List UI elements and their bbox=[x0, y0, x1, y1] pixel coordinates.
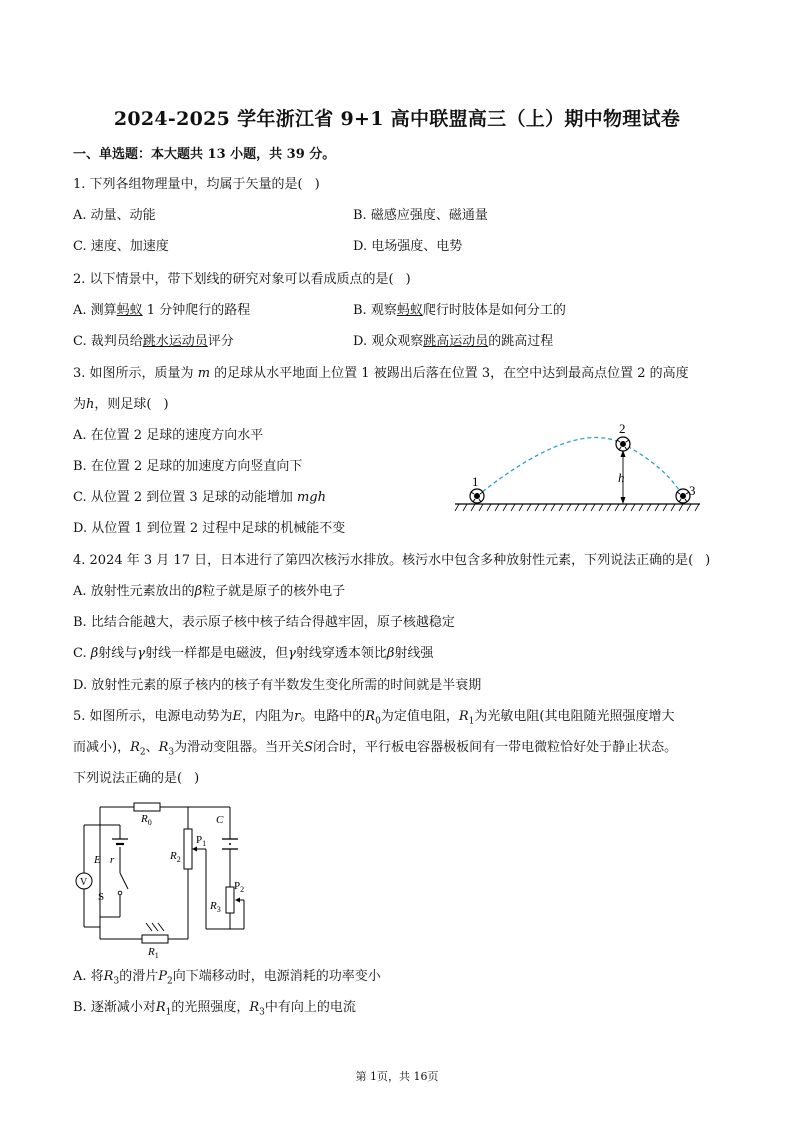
resistor-r0 bbox=[134, 803, 160, 811]
svg-text:C: C bbox=[216, 814, 224, 826]
question-2-stem: 2. 以下情景中，带下划线的研究对象可以看成质点的是( ) bbox=[73, 272, 411, 287]
svg-text:R2: $R_2$ bbox=[170, 850, 181, 864]
svg-text:P2: $P_2$ bbox=[234, 880, 245, 894]
question-3-stem-line2: 为h，则足球( ) bbox=[73, 397, 169, 412]
question-4-stem: 4. 2024 年 3 月 17 日，日本进行了第四次核污水排放。核污水中包含多种放射性元素，下列说法正确的是( ) bbox=[73, 553, 711, 568]
switch bbox=[120, 873, 128, 889]
q4-option-a: A. 放射性元素放出的β粒子就是原子的核外电子 bbox=[73, 584, 346, 599]
q5-option-b: B. 逐渐减小对$R_1$的光照强度，$R_3$中有向上的电流 bbox=[73, 1000, 356, 1018]
svg-text:V: V bbox=[80, 877, 88, 888]
svg-text:P1: $P_1$ bbox=[196, 834, 207, 848]
football-1-icon bbox=[470, 489, 484, 503]
q2-option-a: A. 测算蚂蚁 1 分钟爬行的路程 bbox=[73, 303, 251, 318]
question-1-stem: 1. 下列各组物理量中，均属于矢量的是( ) bbox=[73, 177, 320, 192]
fig-label-1: 1 bbox=[472, 474, 479, 489]
resistor-r3 bbox=[226, 887, 234, 913]
resistor-r2 bbox=[184, 829, 192, 869]
svg-text:E: E bbox=[94, 854, 101, 866]
trajectory-curve bbox=[477, 438, 683, 497]
q4-option-d: D. 放射性元素的原子核内的核子有半数发生变化所需的时间就是半衰期 bbox=[73, 678, 482, 693]
fig-label-h: h bbox=[618, 470, 625, 485]
section-heading: 一、单选题：本大题共 13 小题，共 39 分。 bbox=[73, 147, 336, 162]
q3-option-c: C. 从位置 2 到位置 3 足球的动能增加 mgh bbox=[73, 490, 326, 505]
q4-option-b: B. 比结合能越大，表示原子核中核子结合得越牢固，原子核越稳定 bbox=[73, 615, 455, 630]
question-5-stem-line3: 下列说法正确的是( ) bbox=[73, 771, 200, 786]
q2-option-c: C. 裁判员给跳水运动员评分 bbox=[73, 334, 234, 349]
q1-option-b: B. 磁感应强度、磁通量 bbox=[353, 208, 488, 223]
q4-option-c: C. β射线与γ射线一样都是电磁波，但γ射线穿透本领比β射线强 bbox=[73, 646, 434, 661]
light-arrows-icon bbox=[146, 923, 164, 931]
fig-label-3: 3 bbox=[689, 483, 696, 498]
fig-label-2: 2 bbox=[619, 421, 626, 436]
page-title: 2024-2025 学年浙江省 9+1 高中联盟高三（上）期中物理试卷 bbox=[113, 108, 681, 130]
question-5-stem-line2: 而减小)，$R_2$、$R_3$为滑动变阻器。当开关S闭合时，平行板电容器极板间有一带电微粒恰好处于静止状态。 bbox=[73, 740, 678, 758]
football-2-icon bbox=[616, 437, 630, 451]
q1-option-d: D. 电场强度、电势 bbox=[353, 239, 463, 254]
ground-hatching bbox=[455, 504, 699, 511]
q3-option-b: B. 在位置 2 足球的加速度方向竖直向下 bbox=[73, 459, 303, 474]
question-3-stem-line1: 3. 如图所示，质量为 m 的足球从水平地面上位置 1 被踢出后落在位置 3，在空中达到最高点位置 2 的高度 bbox=[73, 366, 689, 381]
q3-option-a: A. 在位置 2 足球的速度方向水平 bbox=[73, 428, 264, 443]
q1-option-a: A. 动量、动能 bbox=[73, 208, 156, 223]
q5-option-a: A. 将$R_3$的滑片$P_2$向下端移动时，电源消耗的功率变小 bbox=[73, 969, 381, 987]
resistor-r1 bbox=[142, 935, 168, 943]
q2-option-d: D. 观众观察跳高运动员的跳高过程 bbox=[353, 334, 554, 349]
svg-text:R3: $R_3$ bbox=[210, 900, 221, 914]
q3-option-d: D. 从位置 1 到位置 2 过程中足球的机械能不变 bbox=[73, 521, 346, 536]
svg-text:R1: $R_1$ bbox=[148, 946, 159, 960]
svg-text:R0: $R_0$ bbox=[141, 813, 152, 827]
question-5-stem-line1: 5. 如图所示，电源电动势为E，内阻为r。电路中的$R_0$为定值电阻，$R_1$为光敏电阻(其电阻随光照强度增大 bbox=[73, 709, 675, 727]
football-trajectory-figure bbox=[455, 420, 715, 520]
circuit-diagram bbox=[72, 797, 272, 960]
page-footer: 第 1页，共 16页 bbox=[355, 1070, 439, 1083]
football-3-icon bbox=[676, 489, 690, 503]
svg-text:r: r bbox=[110, 854, 115, 866]
svg-text:S: S bbox=[98, 891, 105, 903]
q2-option-b: B. 观察蚂蚁爬行时肢体是如何分工的 bbox=[353, 303, 566, 318]
q1-option-c: C. 速度、加速度 bbox=[73, 239, 169, 254]
